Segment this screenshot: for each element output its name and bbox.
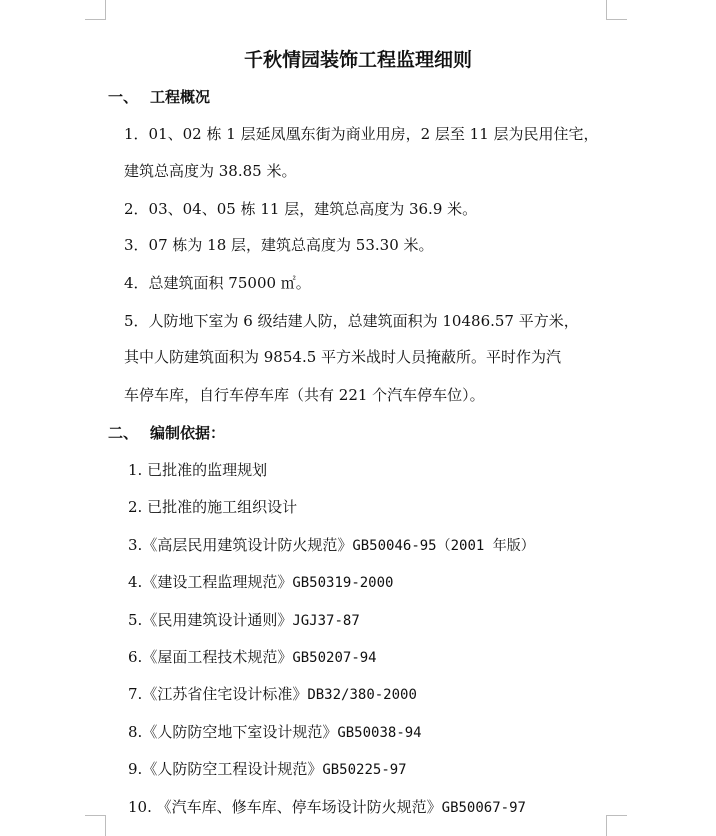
list-item <box>128 647 377 668</box>
list-item <box>128 722 422 743</box>
body-line: 2．03、04、05 栋 11 层，建筑总高度为 36.9 米。 <box>124 200 478 218</box>
list-item-text: 《江苏省住宅设计标准》 <box>142 685 308 703</box>
list-item-code: GB50225-97 <box>322 762 407 778</box>
list-item-number: 6. <box>128 648 143 666</box>
list-item <box>128 610 360 631</box>
document-title: 千秋情园装饰工程监理细则 <box>243 49 472 71</box>
list-item <box>128 684 417 705</box>
section-title: 编制依据： <box>150 424 226 442</box>
list-item <box>128 497 297 517</box>
section-title: 工程概况 <box>150 88 211 106</box>
list-item-text: 《民用建筑设计通则》 <box>142 611 293 629</box>
page-corner-mark-top-right <box>606 0 627 20</box>
list-item <box>128 759 407 780</box>
list-item-number: 1. <box>128 461 143 479</box>
list-item-number: 9. <box>128 760 143 778</box>
list-item <box>128 460 267 480</box>
section-number: 二、 <box>108 424 139 442</box>
section-heading-1 <box>108 87 210 107</box>
list-item-number: 7. <box>128 685 143 703</box>
list-item-text: 《高层民用建筑设计防火规范》 <box>142 536 353 554</box>
list-item-number: 3. <box>128 536 143 554</box>
list-item-text: 已批准的施工组织设计 <box>142 498 298 516</box>
list-item-number: 10. <box>128 798 152 816</box>
section-number: 一、 <box>108 88 139 106</box>
list-item-number: 2. <box>128 498 143 516</box>
list-item-text: 《汽车库、修车库、停车场设计防火规范》 <box>151 798 442 816</box>
list-item-code: GB50319-2000 <box>292 575 394 591</box>
list-item-code: GB50038-94 <box>337 725 422 741</box>
list-item-code: GB50207-94 <box>292 650 377 666</box>
page-corner-mark-top-left <box>85 0 106 20</box>
list-item <box>128 535 535 556</box>
body-line: 建筑总高度为 38.85 米。 <box>124 162 297 180</box>
list-item <box>128 572 393 593</box>
body-line: 车停车库，自行车停车库（共有 221 个汽车停车位）。 <box>124 386 485 404</box>
list-item-code: JGJ37-87 <box>292 613 360 629</box>
list-item-text: 《人防防空工程设计规范》 <box>142 760 323 778</box>
list-item-text: 已批准的监理规划 <box>142 461 268 479</box>
list-item-number: 8. <box>128 723 143 741</box>
list-item-text: 《建设工程监理规范》 <box>142 573 293 591</box>
list-item-code: GB50067-97 <box>441 800 526 816</box>
list-item <box>128 797 526 818</box>
list-item-number: 4. <box>128 573 143 591</box>
list-item-code: DB32/380-2000 <box>307 687 417 703</box>
section-heading-2 <box>108 423 225 443</box>
list-item-text: 《屋面工程技术规范》 <box>142 648 293 666</box>
body-line: 5．人防地下室为 6 级结建人防，总建筑面积为 10486.57 平方米， <box>124 312 579 330</box>
body-line: 其中人防建筑面积为 9854.5 平方米战时人员掩蔽所。平时作为汽 <box>124 348 562 366</box>
body-line: 3．07 栋为 18 层，建筑总高度为 53.30 米。 <box>124 236 434 254</box>
list-item-number: 5. <box>128 611 143 629</box>
body-line: 1．01、02 栋 1 层延凤凰东街为商业用房，2 层至 11 层为民用住宅， <box>124 125 599 143</box>
list-item-code: GB50046-95（2001 年版） <box>352 538 535 554</box>
list-item-text: 《人防防空地下室设计规范》 <box>142 723 338 741</box>
body-line: 4．总建筑面积 75000 ㎡。 <box>124 274 311 292</box>
